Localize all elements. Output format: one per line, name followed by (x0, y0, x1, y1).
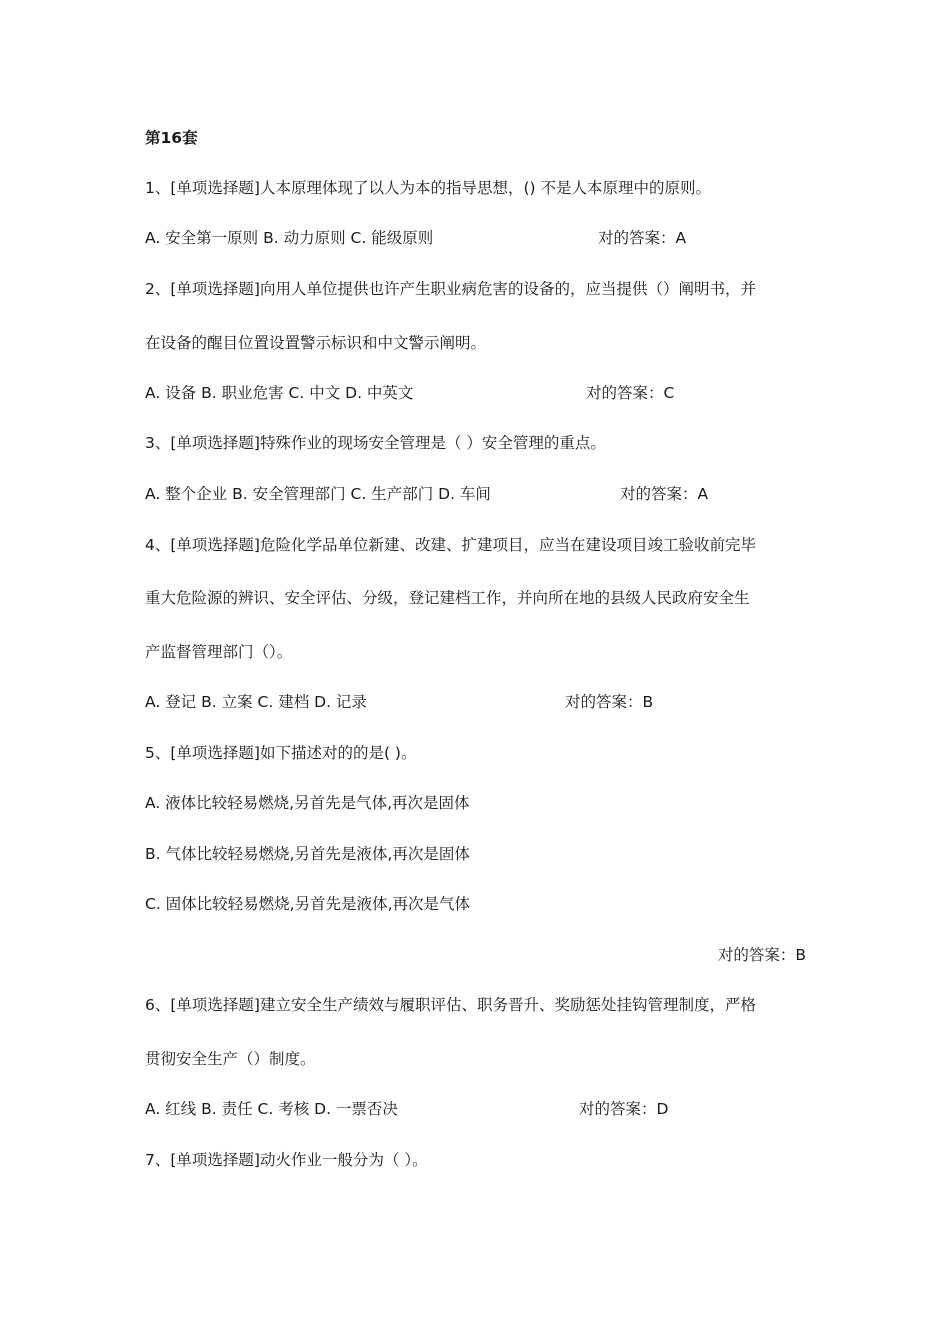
question-6-answer: 对的答案：D (579, 1100, 669, 1118)
question-1-stem: 1、[单项选择题]人本原理体现了以人为本的指导思想，() 不是人本原理中的原则。 (145, 179, 711, 197)
question-4-stem-line-2: 重大危险源的辨识、安全评估、分级，登记建档工作，并向所在地的县级人民政府安全生 (145, 589, 750, 607)
question-4-stem-line-3: 产监督管理部门（）。 (145, 643, 293, 661)
question-4-answer: 对的答案：B (565, 693, 654, 711)
question-6-stem-line-1: 6、[单项选择题]建立安全生产绩效与履职评估、职务晋升、奖励惩处挂钩管理制度，严格 (145, 996, 756, 1014)
question-1-answer: 对的答案：A (598, 229, 687, 247)
question-2-options: A. 设备 B. 职业危害 C. 中文 D. 中英文 (145, 384, 414, 402)
question-5-option-b: B. 气体比较轻易燃烧,另首先是液体,再次是固体 (145, 845, 470, 863)
question-3-answer: 对的答案：A (620, 485, 709, 503)
question-2-stem-line-1: 2、[单项选择题]向用人单位提供也许产生职业病危害的设备的，应当提供（）阐明书，并 (145, 280, 756, 298)
question-2-stem-line-2: 在设备的醒目位置设置警示标识和中文警示阐明。 (145, 334, 487, 352)
question-4-stem-line-1: 4、[单项选择题]危险化学品单位新建、改建、扩建项目，应当在建设项目竣工验收前完毕 (145, 536, 756, 554)
question-3-stem: 3、[单项选择题]特殊作业的现场安全管理是（ ）安全管理的重点。 (145, 434, 606, 452)
question-7-stem: 7、[单项选择题]动火作业一般分为（ ）。 (145, 1151, 428, 1169)
question-5-option-c: C. 固体比较轻易燃烧,另首先是液体,再次是气体 (145, 895, 471, 913)
question-6-options: A. 红线 B. 责任 C. 考核 D. 一票否决 (145, 1100, 398, 1118)
question-5-answer: 对的答案：B (717, 946, 806, 964)
question-2-answer: 对的答案：C (586, 384, 675, 402)
question-3-options: A. 整个企业 B. 安全管理部门 C. 生产部门 D. 车间 (145, 485, 491, 503)
document-title: 第16套 (145, 129, 198, 147)
question-5-stem: 5、[单项选择题]如下描述对的的是( )。 (145, 744, 417, 762)
question-4-options: A. 登记 B. 立案 C. 建档 D. 记录 (145, 693, 367, 711)
question-5-option-a: A. 液体比较轻易燃烧,另首先是气体,再次是固体 (145, 794, 470, 812)
question-1-options: A. 安全第一原则 B. 动力原则 C. 能级原则 (145, 229, 434, 247)
question-6-stem-line-2: 贯彻安全生产（）制度。 (145, 1050, 316, 1068)
